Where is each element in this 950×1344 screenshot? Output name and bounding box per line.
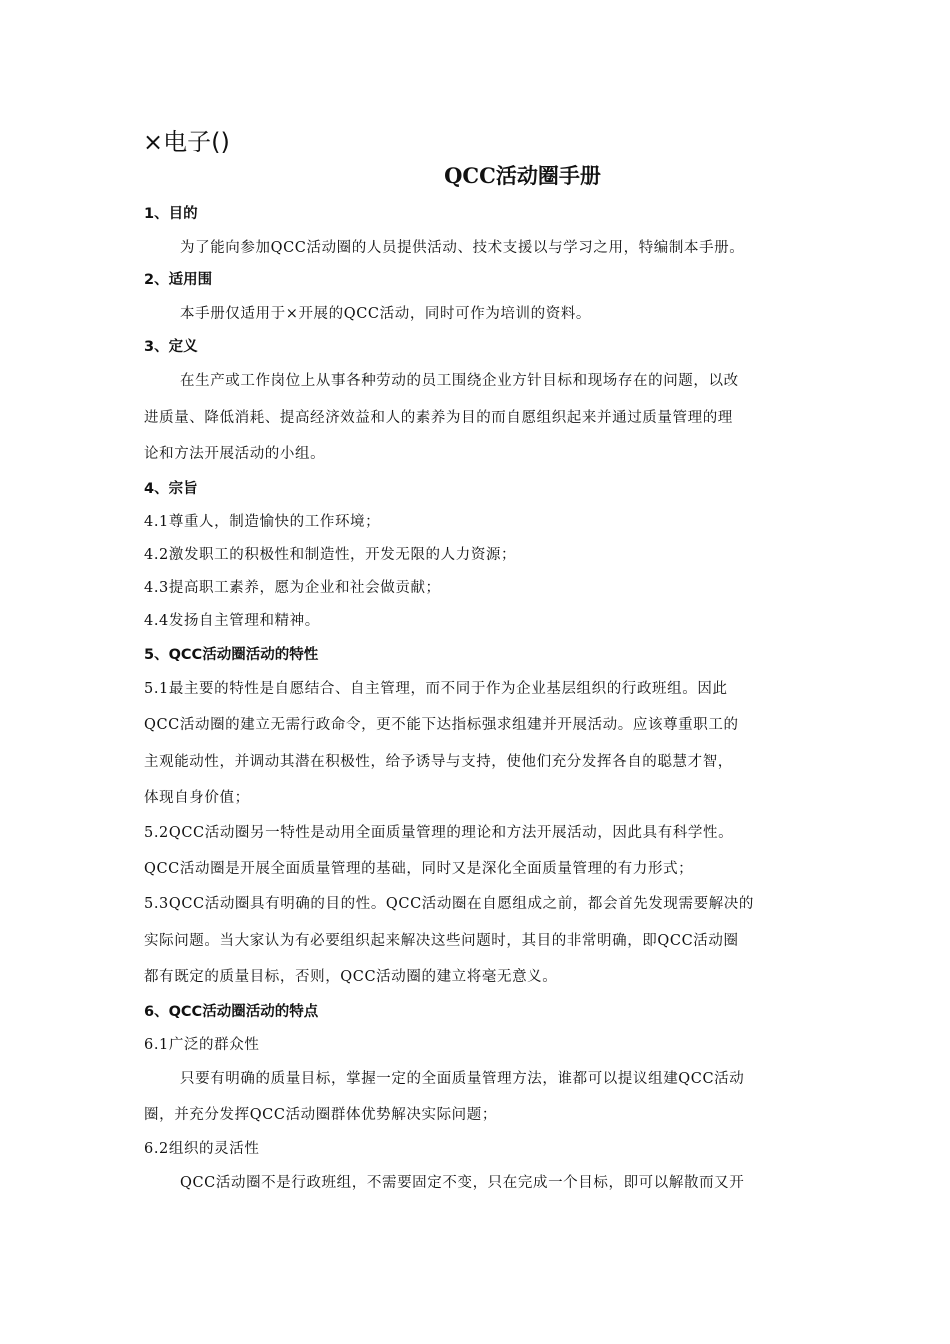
company-name: ×电子() [143,128,230,156]
paragraph-line: 体现自身价值； [144,790,250,806]
section-heading: 1、目的 [144,206,198,222]
paragraph-line: 5.1最主要的特性是自愿结合、自主管理，而不同于作为企业基层组织的行政班组。因此 [144,681,728,697]
paragraph-line: QCC活动圈不是行政班组，不需要固定不变，只在完成一个目标，即可以解散而又开 [180,1175,745,1191]
paragraph-line: 只要有明确的质量目标，掌握一定的全面质量管理方法，谁都可以提议组建QCC活动 [180,1071,745,1087]
list-item: 4.3提高职工素养，愿为企业和社会做贡献； [144,580,441,596]
list-item: 4.2激发职工的积极性和制造性，开发无限的人力资源； [144,547,517,563]
paragraph-line: 本手册仅适用于×开展的QCC活动，同时可作为培训的资料。 [180,306,592,322]
subsection-title: 6.1广泛的群众性 [144,1037,260,1053]
section-heading: 6、QCC活动圈活动的特点 [144,1004,319,1020]
section-heading: 4、宗旨 [144,481,198,497]
paragraph-line: 论和方法开展活动的小组。 [144,446,326,462]
paragraph-line: 都有既定的质量目标，否则，QCC活动圈的建立将毫无意义。 [144,969,558,985]
paragraph-line: 圈，并充分发挥QCC活动圈群体优势解决实际问题； [144,1107,497,1123]
paragraph-line: QCC活动圈是开展全面质量管理的基础，同时又是深化全面质量管理的有力形式； [144,861,694,877]
list-item: 4.4发扬自主管理和精神。 [144,613,320,629]
list-item: 4.1尊重人，制造愉快的工作环境； [144,514,381,530]
section-heading: 5、QCC活动圈活动的特性 [144,647,319,663]
section-heading: 3、定义 [144,339,198,355]
section-heading: 2、适用围 [144,272,213,288]
paragraph-line: 在生产或工作岗位上从事各种劳动的员工围绕企业方针目标和现场存在的问题，以改 [180,373,739,389]
paragraph-line: 主观能动性，并调动其潜在积极性，给予诱导与支持，使他们充分发挥各自的聪慧才智， [144,754,733,770]
document-title: QCC活动圈手册 [444,163,601,188]
paragraph-line: 为了能向参加QCC活动圈的人员提供活动、技术支援以与学习之用，特编制本手册。 [180,240,745,256]
paragraph-line: 5.3QCC活动圈具有明确的目的性。QCC活动圈在自愿组成之前，都会首先发现需要解决的 [144,896,755,912]
subsection-title: 6.2组织的灵活性 [144,1141,260,1157]
paragraph-line: 5.2QCC活动圈另一特性是动用全面质量管理的理论和方法开展活动，因此具有科学性。 [144,825,734,841]
paragraph-line: 进质量、降低消耗、提高经济效益和人的素养为目的而自愿组织起来并通过质量管理的理 [144,410,733,426]
paragraph-line: QCC活动圈的建立无需行政命令，更不能下达指标强求组建并开展活动。应该尊重职工的 [144,717,739,733]
paragraph-line: 实际问题。当大家认为有必要组织起来解决这些问题时，其目的非常明确，即QCC活动圈 [144,933,739,949]
